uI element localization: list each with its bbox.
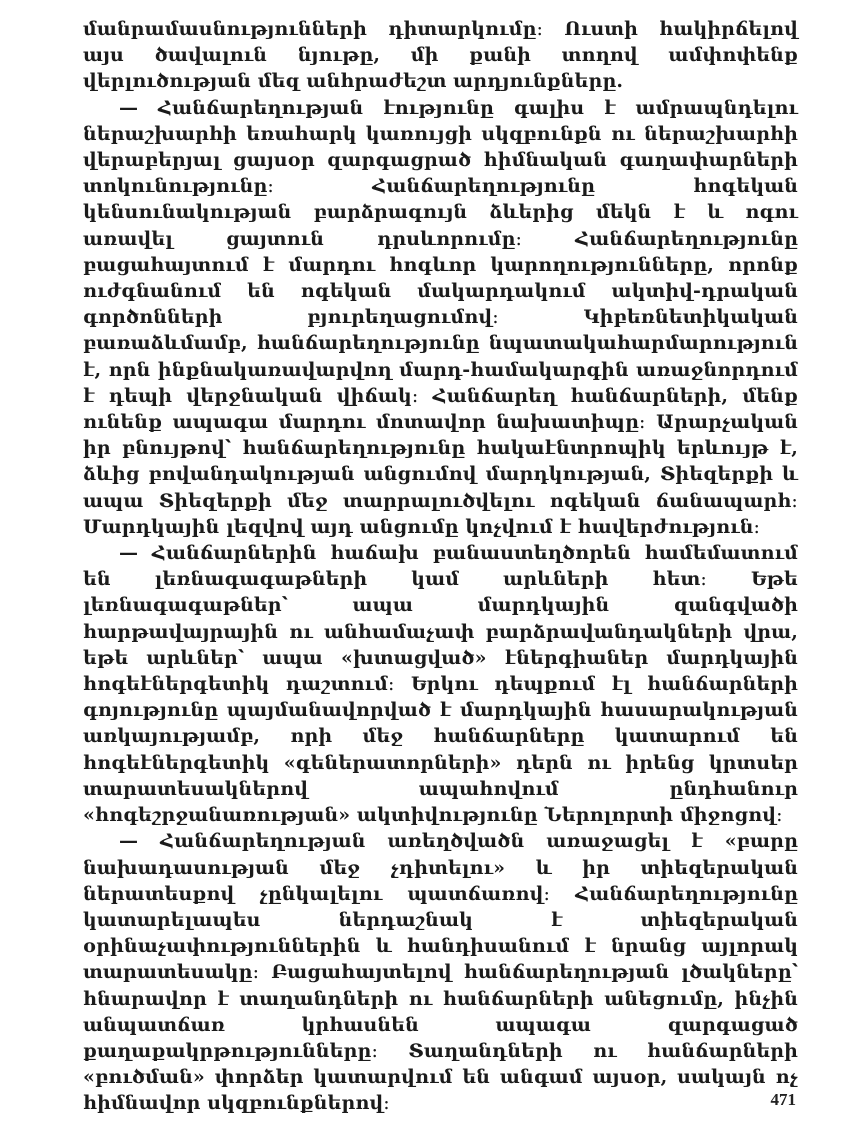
paragraph-2: — Հանճարեղության էությունը գալիս է ամրապնդելու ներաշխարհի եռահարկ կառույցի սկզբունքն ու ներաշխարհի վերաբերյալ ցայսօր զարգացրած հիմնական գաղափարների տոկունությունը։ Հանճարեղությունը հոգեկան կենսունակության բարձրագույն ձևերից մեկն է և ոգու առավել ցայտուն դրսևորումը։ Հանճարեղությունը բացահայտում է մարդու հոգևոր կարողությունները, որոնք ուժգնանում են ոգեկան մակարդակում ակտիվ-դրական գործոնների բյուրեղացումով։ Կիբեռնետիկական բառաձևմամբ, հանճարեղությունը նպատակահարմարություն է, որն ինքնակառավարվող մարդ-համակարգին առաջնորդում է դեպի վերջնական վիճակ։ Հանճարեղ հանճարների, մենք ունենք ապագա մարդու մոտավոր նախատիպը։ Արարչական իր բնույթով՝ հանճարեղությունը հակաէնտրոպիկ երևույթ է, ձևից բովանդակության անցումով մարդկության, Տիեզերքի և ապա Տիեզերքի մեջ տարրալուծվելու ոգեկան ճանապարհ։ Մարդկային լեզվով այդ անցումը կոչվում է հավերժություն։: [83, 96, 798, 538]
paragraph-3: — Հանճարներին հաճախ բանաստեղծորեն համեմատում են լեռնագագաթների կամ արևների հետ։ Եթե լեռնագագաթներ՝ ապա մարդկային զանգվածի հարթավայրային ու անհամաչափ բարձրավանդակների վրա, եթե արևներ՝ ապա «խտացված» էներգիաներ մարդկային հոգեէներգետիկ դաշտում։ Երկու դեպքում էլ հանճարների գոյությունը պայմանավորված է մարդկային հասարակության առկայությամբ, որի մեջ հանճարները կատարում են հոգեէներգետիկ «գեներատորների» դերն ու իրենց կրտսեր տարատեսակներով ապահովում ընդհանուր «հոգեշրջանառության» ակտիվությունը Ներոլորտի միջոցով։: [83, 542, 798, 827]
page-number: 471: [770, 1090, 796, 1109]
paragraph-4: — Հանճարեղության առեղծվածն առաջացել է «բարը նախադասության մեջ չդիտելու» և իր տիեզերական ներատեսքով չընկալելու պատճառով։ Հանճարեղությունը կատարելապես ներդաշնակ է տիեզերական օրինաչափություններին և հանդիսանում է նրանց այլորակ տարատեսակը։ Բացահայտելով հանճարեղության լծակները՝ հնարավոր է տաղանդների ու հանճարների անեցումը, ինչին անպատճառ կրհասնեն ապագա զարգացած քաղաքակրթությունները։ Տաղանդների ու հանճարների «բուծման» փորձեր կատարվում են անգամ այսօր, սակայն ոչ հիմնավոր սկզբունքներով։: [83, 830, 798, 1115]
body-text: [83, 16, 798, 1117]
paragraph-1: մանրամասնությունների դիտարկումը։ Ուստի հակիրճելով այս ծավալուն նյութը, մի քանի տողով ամփոփենք վերլուծության մեզ անհրաժեշտ արդյունքները.: [83, 18, 798, 93]
